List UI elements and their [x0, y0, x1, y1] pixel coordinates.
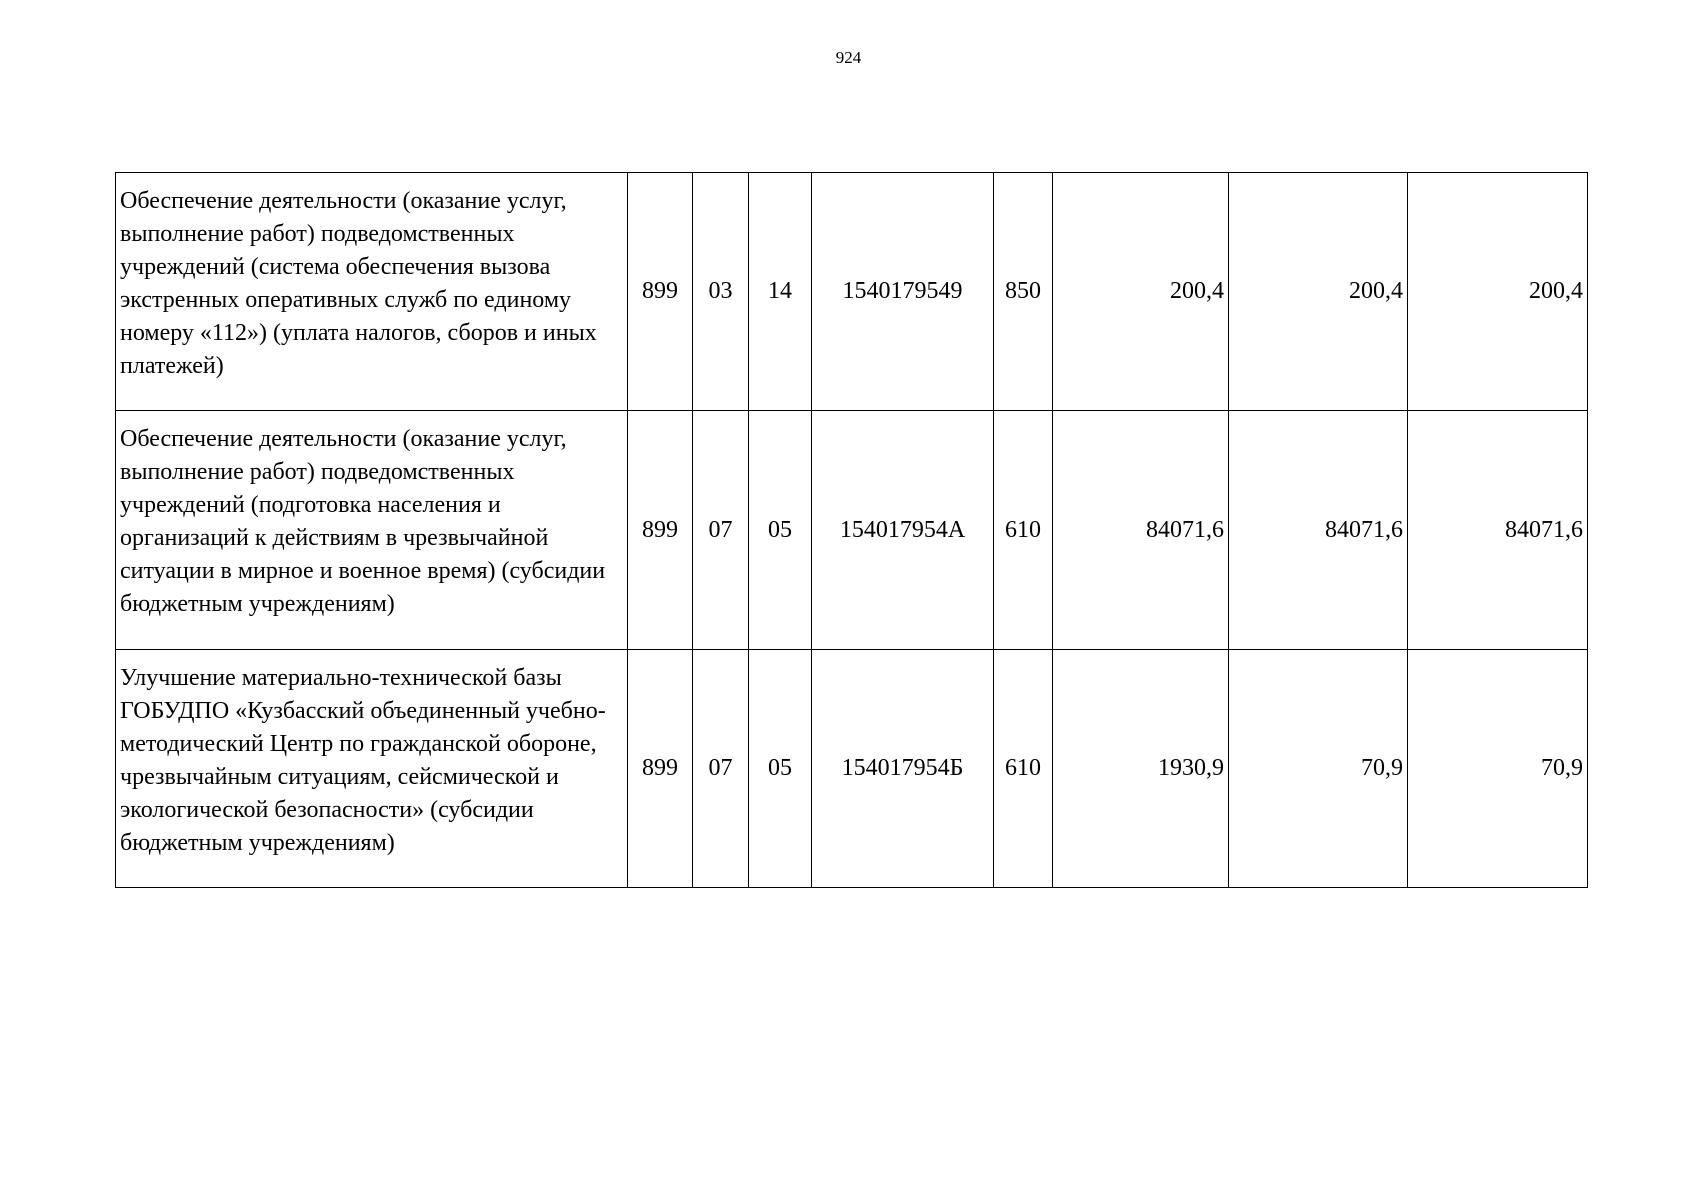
table-row: [116, 650, 1588, 888]
target-article-code: 1540179549: [812, 173, 994, 411]
amount-year-2: 200,4: [1229, 173, 1408, 411]
target-article-code: 154017954Б: [812, 650, 994, 888]
expense-type-code: 610: [994, 411, 1053, 650]
ministry-code: 899: [628, 411, 693, 650]
expense-type-code: 850: [994, 173, 1053, 411]
row-description: Обеспечение деятельности (оказание услуг, выполнение работ) подведомственных учреждений (подготовка населения и организаций к действиям в чрезвычайной ситуации в мирное и военное время) (субсидии бюджетным учреждениям): [116, 411, 628, 650]
ministry-code: 899: [628, 650, 693, 888]
section-code: 07: [693, 650, 749, 888]
row-description: Улучшение материально-технической базы ГОБУДПО «Кузбасский объединенный учебно-методический Центр по гражданской обороне, чрезвычайным ситуациям, сейсмической и экологической безопасности» (субсидии бюджетным учреждениям): [116, 650, 628, 888]
row-description: Обеспечение деятельности (оказание услуг, выполнение работ) подведомственных учреждений (система обеспечения вызова экстренных оперативных служб по единому номеру «112») (уплата налогов, сборов и иных платежей): [116, 173, 628, 411]
target-article-code: 154017954А: [812, 411, 994, 650]
page-number: 924: [835, 48, 862, 67]
amount-year-3: 70,9: [1408, 650, 1588, 888]
subsection-code: 14: [749, 173, 812, 411]
amount-year-1: 84071,6: [1053, 411, 1229, 650]
table-row: [116, 411, 1588, 650]
amount-year-2: 84071,6: [1229, 411, 1408, 650]
amount-year-3: 200,4: [1408, 173, 1588, 411]
expense-type-code: 610: [994, 650, 1053, 888]
section-code: 03: [693, 173, 749, 411]
budget-table: [115, 172, 1588, 888]
subsection-code: 05: [749, 650, 812, 888]
amount-year-3: 84071,6: [1408, 411, 1588, 650]
ministry-code: 899: [628, 173, 693, 411]
section-code: 07: [693, 411, 749, 650]
amount-year-1: 200,4: [1053, 173, 1229, 411]
subsection-code: 05: [749, 411, 812, 650]
amount-year-2: 70,9: [1229, 650, 1408, 888]
table-row: [116, 173, 1588, 411]
amount-year-1: 1930,9: [1053, 650, 1229, 888]
